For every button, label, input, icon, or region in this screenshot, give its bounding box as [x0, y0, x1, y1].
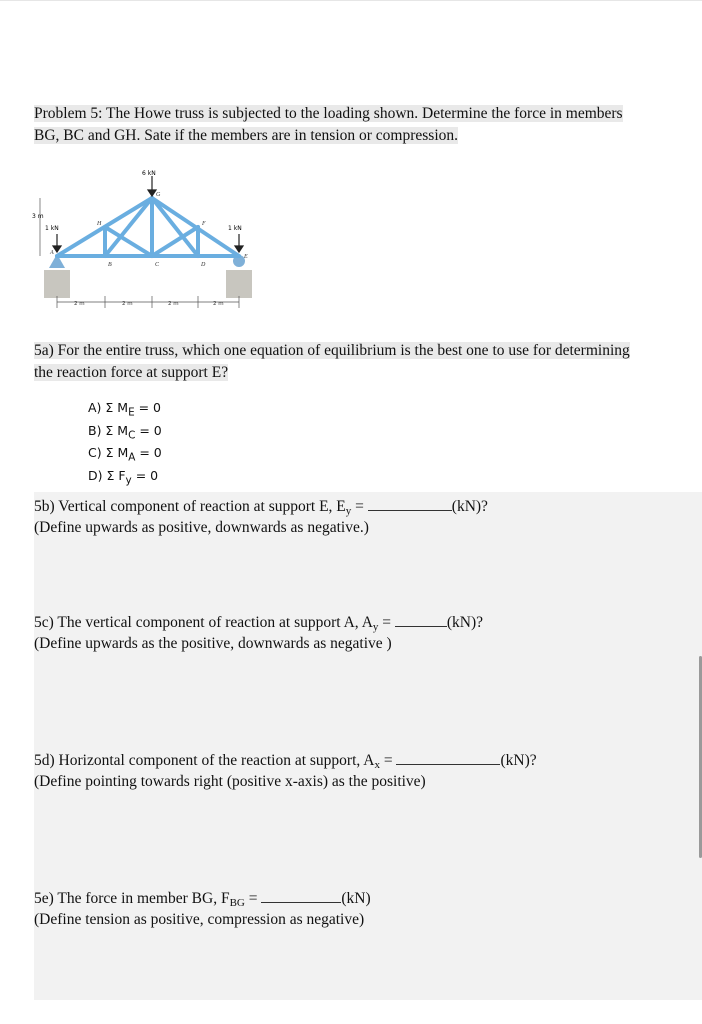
question-5a-options: [88, 399, 162, 489]
node-label-e: E: [244, 254, 248, 260]
question-5a-line-2: the reaction force at support E?: [34, 364, 229, 381]
span-label-3: 2 m: [168, 301, 179, 307]
question-5d-note: (Define pointing towards right (positive x-axis) as the positive): [34, 773, 426, 790]
howe-truss-figure: [30, 168, 270, 318]
question-5a: [34, 340, 694, 384]
problem-line-1: Problem 5: The Howe truss is subjected to the loading shown. Determine the force in members: [34, 105, 623, 122]
option-b[interactable]: B) Σ $M_C = 0$: [88, 422, 162, 441]
load-label-right: 1 kN: [228, 225, 242, 232]
answer-blank-5d[interactable]: [396, 750, 500, 765]
truss-members: [57, 198, 239, 256]
problem-statement: [34, 103, 686, 147]
answer-blank-5e[interactable]: [261, 888, 341, 903]
problem-line-2: BG, BC and GH. Sate if the members are in tension or compression.: [34, 127, 459, 144]
question-5e-note: (Define tension as positive, compression as negative): [34, 911, 365, 928]
question-5c: 5c) The vertical component of reaction at support A, Ay = (kN)? (Define upwards as the positive, downwards as negative ): [34, 614, 484, 652]
question-5b: 5b) Vertical component of reaction at support E, Ey = (kN)? (Define upwards as positive, downwards as negative.): [34, 498, 488, 536]
question-5c-note: (Define upwards as the positive, downwards as negative ): [34, 635, 392, 652]
member-hc: [105, 227, 152, 256]
support-a-base: [44, 270, 70, 298]
span-label-4: 2 m: [213, 301, 224, 307]
option-a[interactable]: A) Σ $M_E = 0$: [88, 400, 162, 419]
top-divider: [0, 0, 702, 1]
option-d[interactable]: D) Σ $F_y = 0$: [88, 467, 159, 486]
member-gb: [105, 198, 152, 256]
node-label-a: A: [50, 250, 54, 256]
question-5e: 5e) The force in member BG, FBG = (kN) (Define tension as positive, compression as negative): [34, 890, 371, 928]
node-label-d: D: [201, 262, 206, 268]
option-c[interactable]: C) Σ $M_A = 0$: [88, 445, 162, 464]
node-label-h: H: [97, 221, 102, 227]
member-gd: [152, 198, 198, 256]
span-label-1: 2 m: [74, 301, 85, 307]
question-5b-note: (Define upwards as positive, downwards as negative.): [34, 519, 369, 536]
support-e-base: [226, 270, 252, 298]
node-label-f: F: [202, 221, 206, 227]
question-5d: 5d) Horizontal component of the reaction at support, Ax = (kN)? (Define pointing towards right (positive x-axis) as the positive): [34, 752, 537, 790]
node-label-c: C: [155, 262, 160, 268]
load-label-top: 6 kN: [142, 170, 156, 177]
node-label-b: B: [108, 262, 112, 268]
height-label: 3 m: [32, 213, 44, 220]
answer-blank-5b[interactable]: [368, 496, 452, 511]
load-label-left: 1 kN: [45, 225, 59, 232]
question-5a-line-1: 5a) For the entire truss, which one equation of equilibrium is the best one to use for determining: [34, 342, 630, 359]
span-label-2: 2 m: [122, 301, 133, 307]
answer-blank-5c[interactable]: [395, 612, 447, 627]
member-fc: [152, 227, 198, 256]
node-label-g: G: [156, 192, 161, 198]
